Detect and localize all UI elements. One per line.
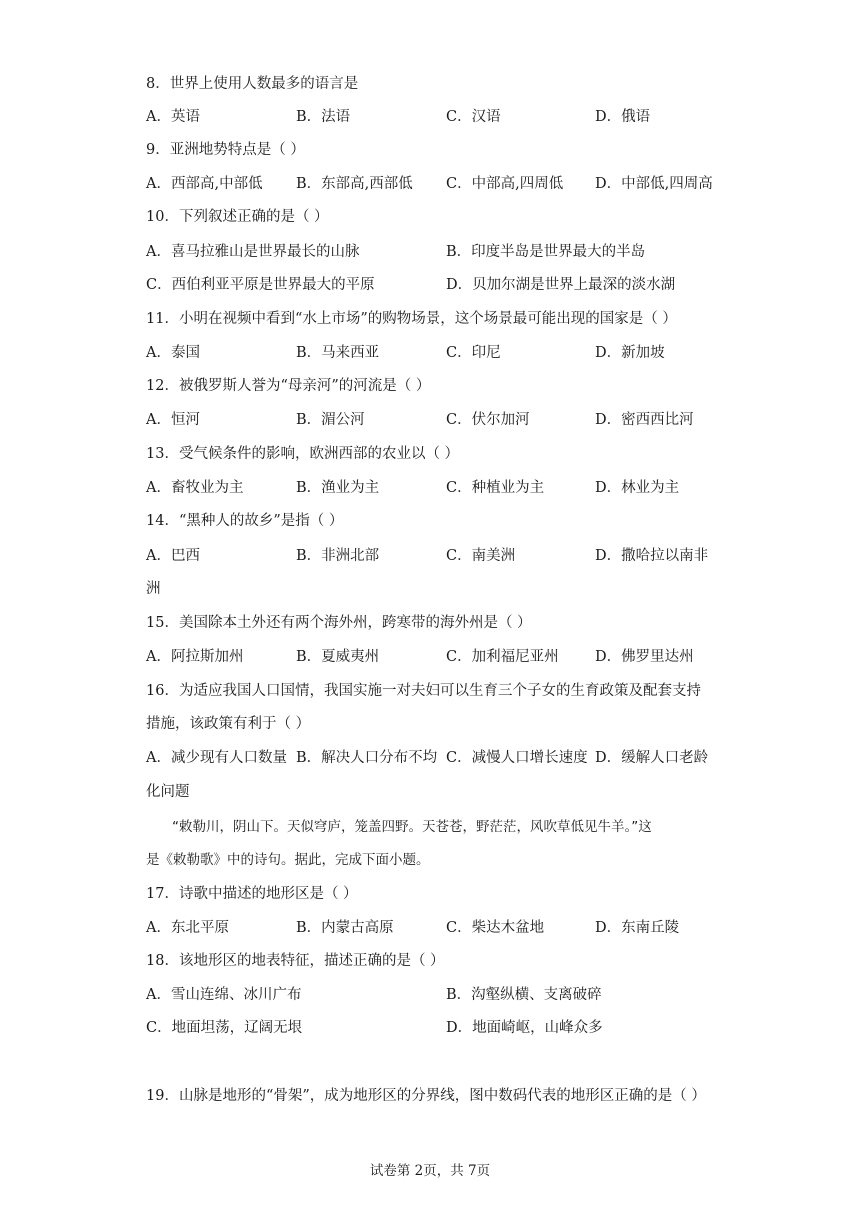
q14-option-d: D．撒哈拉以南非: [595, 548, 709, 564]
question-17: 17．诗歌中描述的地形区是（ ）: [146, 886, 358, 902]
q14-option-c: C．南美洲: [446, 548, 516, 564]
q17-option-a: A．东北平原: [146, 920, 229, 936]
question-18: 18．该地形区的地表特征，描述正确的是（ ）: [146, 953, 445, 969]
passage-line-2: 是《敕勒歌》中的诗句。据此，完成下面小题。: [146, 852, 430, 868]
q8-option-d: D．俄语: [595, 109, 651, 125]
q10-option-a: A．喜马拉雅山是世界最长的山脉: [146, 244, 360, 260]
q14-option-d-wrap: 洲: [146, 581, 161, 597]
q15-option-c: C．加利福尼亚州: [446, 649, 559, 665]
q9-option-a: A．西部高,中部低: [146, 176, 263, 192]
q9-option-c: C．中部高,四周低: [446, 176, 564, 192]
q18-option-c: C．地面坦荡，辽阔无垠: [146, 1020, 303, 1036]
q8-option-a: A．英语: [146, 109, 200, 125]
q12-option-b: B．湄公河: [296, 412, 365, 428]
q11-option-d: D．新加坡: [595, 345, 665, 361]
question-16-wrap: 措施，该政策有利于（ ）: [146, 716, 311, 732]
q17-option-c: C．柴达木盆地: [446, 920, 545, 936]
page-footer: 试卷第 2页，共 7页: [369, 1163, 491, 1179]
question-12: 12．被俄罗斯人誉为“母亲河”的河流是（ ）: [146, 378, 431, 394]
q8-option-b: B．法语: [296, 109, 351, 125]
q15-option-b: B．夏威夷州: [296, 649, 380, 665]
q9-option-b: B．东部高,西部低: [296, 176, 413, 192]
q17-option-b: B．内蒙古高原: [296, 920, 394, 936]
q15-option-d: D．佛罗里达州: [595, 649, 694, 665]
q9-option-d: D．中部低,四周高: [595, 176, 713, 192]
q16-option-d: D．缓解人口老龄: [595, 750, 709, 766]
q11-option-b: B．马来西亚: [296, 345, 380, 361]
question-19: 19．山脉是地形的“骨架”，成为地形区的分界线，图中数码代表的地形区正确的是（ ）: [146, 1088, 706, 1104]
question-8: 8．世界上使用人数最多的语言是: [146, 76, 359, 92]
q16-option-a: A．减少现有人口数量: [146, 750, 287, 766]
question-9: 9．亚洲地势特点是（ ）: [146, 142, 305, 158]
question-15: 15．美国除本土外还有两个海外州，跨寒带的海外州是（ ）: [146, 615, 532, 631]
passage-line-1: “敕勒川，阴山下。天似穹庐，笼盖四野。天苍苍，野茫茫，风吹草低见牛羊。”这: [172, 819, 652, 835]
q13-option-b: B．渔业为主: [296, 480, 380, 496]
q16-option-c: C．减慢人口增长速度: [446, 750, 588, 766]
q18-option-d: D．地面崎岖，山峰众多: [446, 1020, 603, 1036]
q12-option-a: A．恒河: [146, 412, 200, 428]
question-10: 10．下列叙述正确的是（ ）: [146, 209, 329, 225]
question-14: 14．“黑种人的故乡”是指（ ）: [146, 513, 344, 529]
q13-option-c: C．种植业为主: [446, 480, 545, 496]
q10-option-b: B．印度半岛是世界最大的半岛: [446, 244, 646, 260]
q16-option-d-wrap: 化问题: [146, 784, 190, 800]
q10-option-d: D．贝加尔湖是世界上最深的淡水湖: [446, 277, 676, 293]
q11-option-c: C．印尼: [446, 345, 501, 361]
q16-option-b: B．解决人口分布不均: [296, 750, 438, 766]
question-11: 11．小明在视频中看到“水上市场”的购物场景，这个场景最可能出现的国家是（ ）: [146, 311, 677, 327]
q17-option-d: D．东南丘陵: [595, 920, 680, 936]
q11-option-a: A．泰国: [146, 345, 200, 361]
q14-option-a: A．巴西: [146, 548, 200, 564]
q15-option-a: A．阿拉斯加州: [146, 649, 244, 665]
q12-option-d: D．密西西比河: [595, 412, 694, 428]
q8-option-c: C．汉语: [446, 109, 501, 125]
q14-option-b: B．非洲北部: [296, 548, 380, 564]
question-16: 16．为适应我国人口国情，我国实施一对夫妇可以生育三个子女的生育政策及配套支持: [146, 683, 701, 699]
q10-option-c: C．西伯利亚平原是世界最大的平原: [146, 277, 375, 293]
q12-option-c: C．伏尔加河: [446, 412, 530, 428]
q13-option-a: A．畜牧业为主: [146, 480, 244, 496]
q18-option-b: B．沟壑纵横、支离破碎: [446, 987, 602, 1003]
question-13: 13．受气候条件的影响，欧洲西部的农业以（ ）: [146, 446, 460, 462]
q13-option-d: D．林业为主: [595, 480, 680, 496]
q18-option-a: A．雪山连绵、冰川广布: [146, 987, 302, 1003]
